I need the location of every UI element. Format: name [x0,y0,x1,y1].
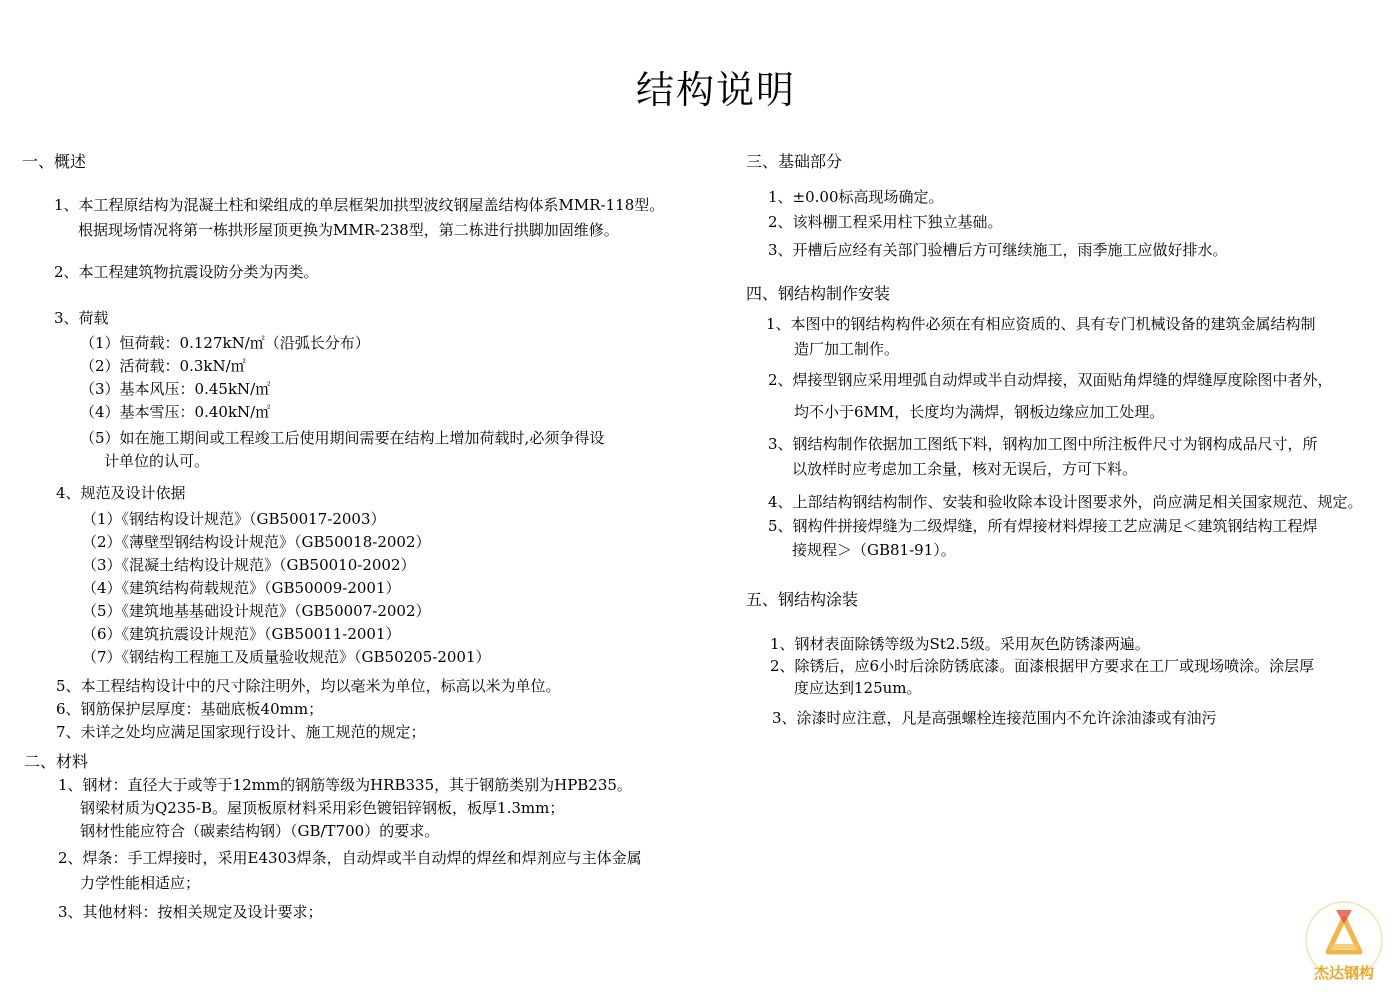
paragraph: 力学性能相适应； [80,874,201,892]
paragraph: 钢梁材质为Q235-B。屋顶板原材料采用彩色镀铝锌钢板，板厚1.3mm； [80,799,565,817]
section-heading: 二、材料 [24,752,89,771]
paragraph: 2、焊条：手工焊接时，采用E4303焊条，自动焊或半自动焊的焊丝和焊剂应与主体金属 [58,849,642,867]
list-item: （5）如在施工期间或工程竣工后使用期间需要在结构上增加荷载时,必须争得设 [80,429,605,447]
paragraph: 2、本工程建筑物抗震设防分类为丙类。 [54,263,319,281]
list-item: 计单位的认可。 [104,452,210,470]
list-item: （6）《建筑抗震设计规范》（GB50011-2001） [82,625,401,643]
list-item: （4）基本雪压：0.40kN/㎡ [80,403,271,421]
paragraph: 1、本工程原结构为混凝土柱和梁组成的单层框架加拱型波纹钢屋盖结构体系MMR-118型。 [54,196,665,214]
paragraph: 1、本图中的钢结构构件必须在有相应资质的、具有专门机械设备的建筑金属结构制 [766,315,1316,333]
paragraph: 4、上部结构钢结构制作、安装和验收除本设计图要求外，尚应满足相关国家规范、规定。 [768,493,1363,511]
paragraph: 根据现场情况将第一栋拱形屋顶更换为MMR-238型，第二栋进行拱脚加固维修。 [78,221,619,239]
list-item: （7）《钢结构工程施工及质量验收规范》（GB50205-2001） [82,648,491,666]
paragraph: 3、荷载 [54,309,109,327]
paragraph: 2、除锈后，应6小时后涂防锈底漆。面漆根据甲方要求在工厂或现场喷涂。涂层厚 [770,657,1315,675]
paragraph: 7、未详之处均应满足国家现行设计、施工规范的规定； [56,723,426,741]
list-item: （2）活荷载：0.3kN/㎡ [80,357,246,375]
paragraph: 3、涂漆时应注意，凡是高强螺栓连接范围内不允许涂油漆或有油污 [772,709,1217,727]
paragraph: 2、焊接型钢应采用埋弧自动焊或半自动焊接，双面贴角焊缝的焊缝厚度除图中者外， [768,371,1333,389]
paragraph: 1、钢材表面除锈等级为St2.5级。采用灰色防锈漆两遍。 [770,635,1150,653]
company-logo [1300,900,1388,988]
paragraph: 均不小于6MM，长度均为满焊，钢板边缘应加工处理。 [794,403,1165,421]
paragraph: 以放样时应考虑加工余量，核对无误后，方可下料。 [792,460,1138,478]
paragraph: 1、±0.00标高现场确定。 [768,188,944,206]
section-heading: 一、概述 [22,152,87,171]
list-item: （3）基本风压：0.45kN/㎡ [80,380,271,398]
paragraph: 度应达到125um。 [794,679,922,697]
list-item: （5）《建筑地基基础设计规范》（GB50007-2002） [82,602,431,620]
paragraph: 5、本工程结构设计中的尺寸除注明外，均以毫米为单位，标高以米为单位。 [56,677,561,695]
paragraph: 5、钢构件拼接焊缝为二级焊缝，所有焊接材料焊接工艺应满足＜建筑钢结构工程焊 [768,517,1318,535]
paragraph: 造厂加工制作。 [794,340,900,358]
paragraph: 6、钢筋保护层厚度：基础底板40mm； [56,700,324,718]
paragraph: 4、规范及设计依据 [56,484,186,502]
paragraph: 3、开槽后应经有关部门验槽后方可继续施工，雨季施工应做好排水。 [768,241,1228,259]
list-item: （4）《建筑结构荷载规范》（GB50009-2001） [82,579,401,597]
section-heading: 四、钢结构制作安装 [746,284,891,303]
list-item: （2）《薄壁型钢结构设计规范》（GB50018-2002） [82,533,431,551]
paragraph: 接规程＞（GB81-91）。 [792,541,956,559]
paragraph: 3、钢结构制作依据加工图纸下料，钢构加工图中所注板件尺寸为钢构成品尺寸，所 [768,435,1318,453]
list-item: （1）《钢结构设计规范》（GB50017-2003） [82,510,386,528]
paragraph: 1、钢材：直径大于或等于12mm的钢筋等级为HRB335，其于钢筋类别为HPB235。 [58,776,632,794]
paragraph: 2、该料棚工程采用柱下独立基础。 [768,213,1003,231]
section-heading: 三、基础部分 [746,152,843,171]
list-item: （1）恒荷载：0.127kN/㎡（沿弧长分布） [80,334,370,352]
paragraph: 钢材性能应符合（碳素结构钢）（GB/T700）的要求。 [80,822,440,840]
page-title: 结构说明 [636,68,797,112]
paragraph: 3、其他材料：按相关规定及设计要求； [58,903,323,921]
list-item: （3）《混凝土结构设计规范》（GB50010-2002） [82,556,416,574]
section-heading: 五、钢结构涂装 [746,590,859,609]
logo-text: 杰达钢构 [1313,964,1374,982]
